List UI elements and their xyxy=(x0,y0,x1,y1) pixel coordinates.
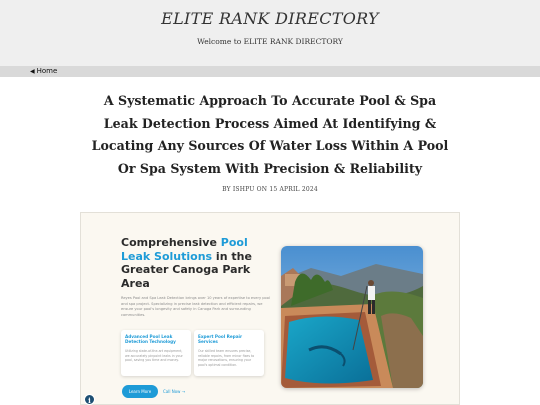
nav-bar xyxy=(0,66,540,77)
hero-heading xyxy=(121,236,271,290)
hero-heading-accent: Pool Leak Solutions xyxy=(121,236,248,263)
home-link[interactable] xyxy=(30,66,57,77)
feature-card-title: Advanced Pool Leak Detection Technology xyxy=(125,334,176,345)
feature-card-title: Expert Pool Repair Services xyxy=(198,334,243,345)
post-byline: BY ISHPU ON 15 APRIL 2024 xyxy=(222,186,318,193)
feature-card-text: Utilizing state-of-the-art equipment, we accurately pinpoint leaks in your pool, saving you time and money. xyxy=(125,349,183,363)
featured-image xyxy=(80,212,460,405)
feature-card-repair xyxy=(194,330,264,376)
feature-card-text: Our skilled team ensures precise, reliable repairs, from minor fixes to major renovations, ensuring your pool's optimal condition. xyxy=(198,349,255,367)
hero-heading-part2: in the Greater Canoga Park Area xyxy=(121,249,252,290)
info-button[interactable] xyxy=(84,394,95,405)
hero-description: Reyes Pool and Spa Leak Detection brings over 10 years of expertise to every pool and spa project. Specializing in precise leak detection and efficient repairs, we ensure your pool's longevity and safety in Canoga Park and surrounding communities. xyxy=(121,296,270,317)
site-title[interactable]: ELITE RANK DIRECTORY xyxy=(161,9,379,28)
feature-card-detection xyxy=(121,330,191,376)
triangle-left-icon: ◀ xyxy=(30,68,35,75)
info-icon: i xyxy=(88,396,91,405)
home-label: Home xyxy=(36,67,58,75)
hero-heading-part1: Comprehensive xyxy=(121,236,221,249)
pool-photo-illustration xyxy=(281,246,423,388)
call-now-link: Call Now → xyxy=(163,389,186,394)
site-header xyxy=(0,0,540,66)
post-title: A Systematic Approach To Accurate Pool & Spa Leak Detection Process Aimed At Identifying & Locating Any Sources Of Water Loss Within A Pool Or Spa System With Precision & Reliability xyxy=(91,93,449,176)
pool-photo xyxy=(281,246,423,388)
site-tagline: Welcome to ELITE RANK DIRECTORY xyxy=(197,37,343,46)
learn-more-button: Learn More xyxy=(122,385,158,398)
